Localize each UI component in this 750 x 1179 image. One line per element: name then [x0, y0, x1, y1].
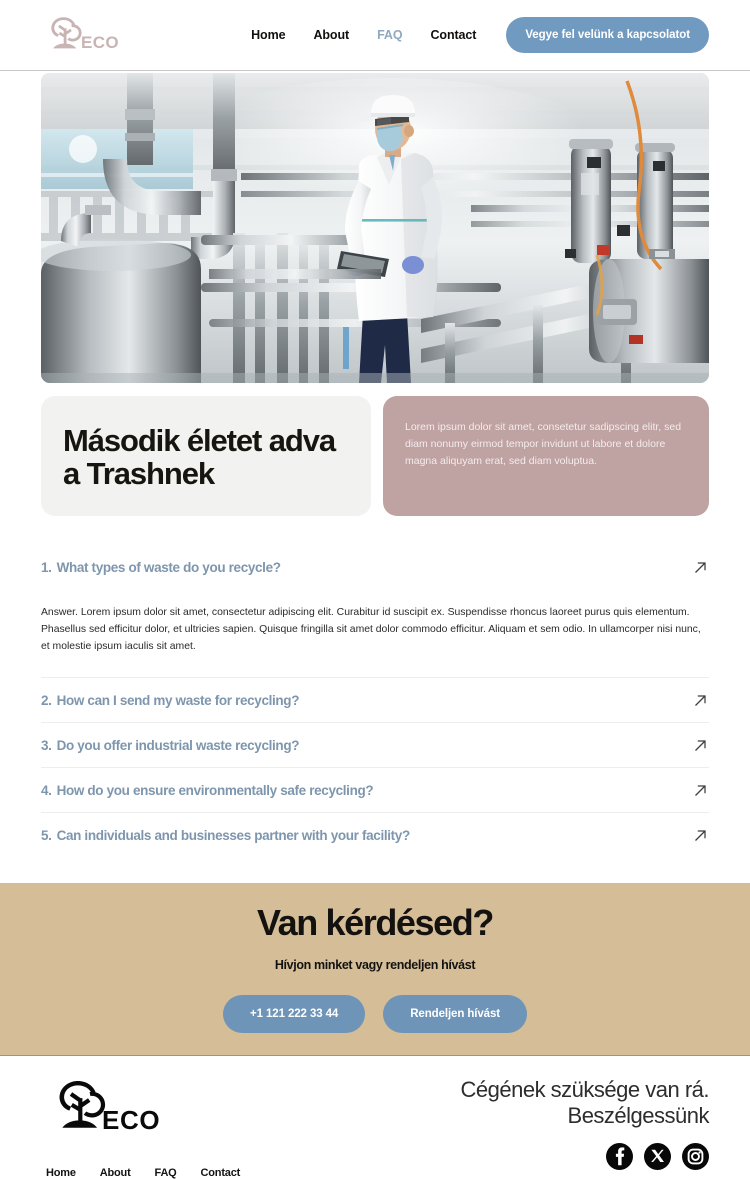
- footer-nav: [46, 1167, 240, 1179]
- faq-question-row-4[interactable]: [41, 768, 709, 812]
- faq-item-2: [41, 678, 709, 723]
- faq-question-text-2: How can I send my waste for recycling?: [56, 693, 300, 709]
- intro-description: Lorem ipsum dolor sit amet, consetetur sadipscing elitr, sed diam nonumy eirmod tempor invidunt ut labore et dolore magna aliquyam erat, sed diam voluptua.: [405, 421, 682, 467]
- footer-nav-item-faq[interactable]: FAQ: [154, 1167, 177, 1179]
- faq-answer-1: Answer. Lorem ipsum dolor sit amet, consectetur adipiscing elit. Curabitur id suscipit ex. Suspendisse rhoncus laoreet purus quis elementum. Phasellus sed efficitur dolor, et ultricies sapien. Quisque fringilla sit amet dolor commodo efficitur. Aliquam et sem odio. In ullamcorper nisi nunc, et molestie ipsum iaculis sit amet.: [41, 607, 701, 653]
- faq-question-text-1: What types of waste do you recycle?: [56, 560, 281, 576]
- faq-question-number-2: 2.: [41, 693, 52, 709]
- faq-item-1: [41, 545, 709, 678]
- footer-tagline: Cégének szüksége van rá. Beszélgessünk: [460, 1077, 709, 1128]
- faq-question-number-1: 1.: [41, 560, 52, 576]
- cta-phone-button[interactable]: +1 121 222 33 44: [223, 995, 365, 1033]
- faq-question-number-5: 5.: [41, 828, 52, 844]
- cta-band: [0, 883, 750, 1056]
- faq-question-row-2[interactable]: [41, 678, 709, 722]
- site-footer: [0, 1056, 750, 1179]
- header-nav: [237, 17, 709, 53]
- faq-question-number-3: 3.: [41, 738, 52, 754]
- footer-logo-text: ECO: [102, 1105, 161, 1136]
- faq-item-3: [41, 723, 709, 768]
- facebook-icon: [606, 1143, 633, 1170]
- faq-question-text-4: How do you ensure environmentally safe recycling?: [56, 783, 374, 799]
- cta-button-group: [223, 995, 527, 1033]
- eco-tree-logo-icon: [45, 1077, 170, 1139]
- footer-right: [409, 1077, 709, 1179]
- footer-nav-item-home[interactable]: Home: [46, 1167, 76, 1179]
- nav-item-faq[interactable]: FAQ: [377, 28, 403, 42]
- arrow-up-right-icon[interactable]: [692, 692, 709, 709]
- nav-item-home[interactable]: Home: [251, 28, 286, 42]
- footer-left: [41, 1077, 240, 1179]
- site-header: [0, 0, 750, 71]
- social-links: [606, 1143, 709, 1175]
- nav-item-contact[interactable]: Contact: [430, 28, 477, 42]
- nav-item-about[interactable]: About: [313, 28, 350, 42]
- footer-nav-item-about[interactable]: About: [99, 1167, 131, 1179]
- faq-question-text-3: Do you offer industrial waste recycling?: [56, 738, 300, 754]
- faq-item-4: [41, 768, 709, 813]
- footer-logo[interactable]: [45, 1077, 240, 1144]
- header-contact-button[interactable]: Vegye fel velünk a kapcsolatot: [506, 17, 709, 53]
- hero-image: [41, 73, 709, 383]
- intro-description-card: [383, 396, 709, 516]
- intro-title-card: [41, 396, 371, 516]
- x-twitter-icon: [644, 1143, 671, 1170]
- intro-cards: [41, 396, 709, 516]
- logo-text: ECO: [81, 33, 120, 52]
- faq-question-row-5[interactable]: [41, 813, 709, 857]
- faq-item-5: [41, 813, 709, 857]
- instagram-icon: [682, 1143, 709, 1170]
- arrow-up-right-icon[interactable]: [692, 827, 709, 844]
- faq-question-row-3[interactable]: [41, 723, 709, 767]
- arrow-up-right-icon[interactable]: [692, 737, 709, 754]
- arrow-up-right-icon[interactable]: [692, 559, 709, 576]
- faq-question-number-4: 4.: [41, 783, 52, 799]
- facebook-link[interactable]: [606, 1143, 633, 1175]
- cta-subtitle: Hívjon minket vagy rendeljen hívást: [274, 957, 476, 972]
- cta-title: Van kérdésed?: [257, 901, 493, 943]
- faq-question-text-5: Can individuals and businesses partner with your facility?: [56, 828, 410, 844]
- factory-photo-illustration: [41, 73, 709, 383]
- cta-callback-button[interactable]: Rendeljen hívást: [383, 995, 527, 1033]
- faq-list: [41, 545, 709, 857]
- arrow-up-right-icon[interactable]: [692, 782, 709, 799]
- header-logo[interactable]: [41, 14, 125, 56]
- eco-tree-logo-icon: [41, 14, 125, 56]
- instagram-link[interactable]: [682, 1143, 709, 1175]
- faq-question-row-1[interactable]: [41, 545, 709, 589]
- page-title: Második életet adva a Trashnek: [63, 423, 335, 492]
- footer-nav-item-contact[interactable]: Contact: [200, 1167, 241, 1179]
- x-twitter-link[interactable]: [644, 1143, 671, 1175]
